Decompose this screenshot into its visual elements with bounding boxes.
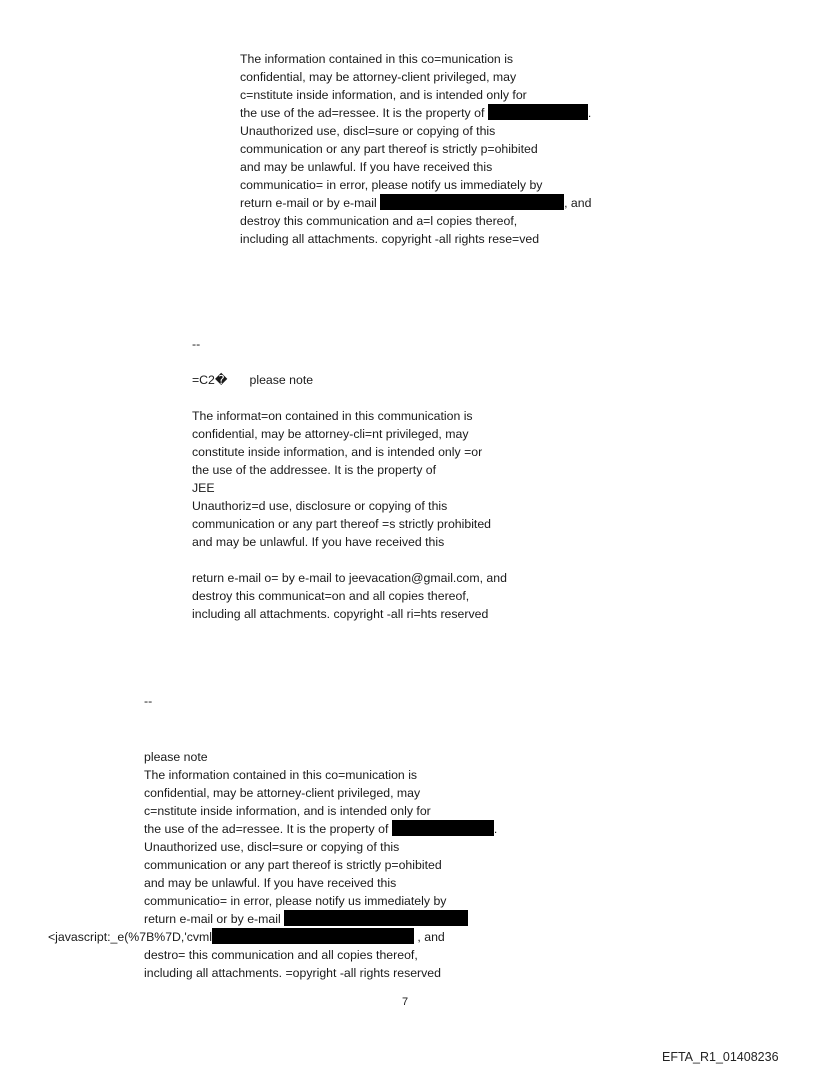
text-line: and may be unlawful. If you have received this — [192, 535, 445, 549]
text-line: JEE — [192, 481, 215, 495]
text-segment: , and — [564, 196, 592, 210]
text-line: destroy this communication and a=l copies thereof, — [240, 214, 518, 228]
text-line: including all attachments. =opyright -all rights reserved — [144, 966, 441, 980]
page-number: 7 — [402, 996, 409, 1008]
text-line: destro= this communication and all copies thereof, — [144, 948, 418, 962]
text-line: Unauthorized use, discl=sure or copying of this — [240, 124, 496, 138]
text-line: c=nstitute inside information, and is intended only for — [240, 88, 527, 102]
javascript-link: <javascript:_e(%7B%7D,'cvml — [48, 930, 212, 944]
text-line: c=nstitute inside information, and is intended only for — [144, 804, 431, 818]
text-line: destroy this communicat=on and all copies thereof, — [192, 589, 470, 603]
note-header — [192, 373, 313, 387]
text-line: communication or any part thereof is strictly p=ohibited — [144, 858, 442, 872]
redaction-box — [488, 104, 588, 120]
separator: -- — [144, 694, 153, 708]
text-line — [192, 551, 507, 569]
text-segment: return e-mail or by e-mail — [240, 196, 377, 210]
text-line: communication or any part thereof =s strictly prohibited — [192, 517, 492, 531]
text-line — [144, 910, 497, 928]
disclaimer-block-3-end — [144, 946, 441, 982]
text-line: return e-mail o= by e-mail to jeevacation@gmail.com, and — [192, 571, 507, 585]
redaction-box — [284, 910, 468, 926]
redaction-box — [212, 928, 414, 944]
text-line: confidential, may be attorney-client privileged, may — [240, 70, 517, 84]
text-line: Unauthoriz=d use, disclosure or copying of this — [192, 499, 448, 513]
text-line: The informat=on contained in this communication is — [192, 409, 473, 423]
text-line: confidential, may be attorney-client privileged, may — [144, 786, 421, 800]
encoded-char: =C2� — [192, 373, 228, 387]
text-segment: . — [493, 822, 498, 836]
text-line: communicatio= in error, please notify us immediately by — [144, 894, 447, 908]
text-line — [240, 104, 591, 122]
text-line: communication or any part thereof is strictly p=ohibited — [240, 142, 538, 156]
text-segment: , and — [417, 930, 445, 944]
redaction-box — [392, 820, 494, 836]
javascript-link-line — [48, 928, 445, 944]
disclaimer-block-1 — [240, 50, 591, 248]
text-segment: return e-mail or by e-mail — [144, 912, 281, 926]
text-line: the use of the addressee. It is the property of — [192, 463, 437, 477]
text-segment: . — [587, 106, 592, 120]
note-label: please note — [249, 373, 314, 387]
text-line: including all attachments. copyright -all rights rese=ved — [240, 232, 540, 246]
text-line: The information contained in this co=munication is — [144, 768, 418, 782]
text-line: and may be unlawful. If you have received this — [240, 160, 493, 174]
text-line: please note — [144, 750, 208, 764]
text-line: constitute inside information, and is intended only =or — [192, 445, 483, 459]
document-id: EFTA_R1_01408236 — [662, 1050, 779, 1064]
redaction-box — [380, 194, 564, 210]
text-line: The information contained in this co=munication is — [240, 52, 514, 66]
disclaimer-block-3 — [144, 748, 497, 928]
text-line: communicatio= in error, please notify us immediately by — [240, 178, 543, 192]
text-line — [144, 820, 497, 838]
text-line: Unauthorized use, discl=sure or copying of this — [144, 840, 400, 854]
separator: -- — [192, 337, 201, 351]
text-segment: the use of the ad=ressee. It is the property of — [240, 106, 485, 120]
disclaimer-block-2 — [192, 407, 507, 623]
text-segment: the use of the ad=ressee. It is the property of — [144, 822, 389, 836]
text-line: and may be unlawful. If you have received this — [144, 876, 397, 890]
text-line — [240, 194, 591, 212]
text-line: confidential, may be attorney-cli=nt privileged, may — [192, 427, 469, 441]
text-line: including all attachments. copyright -all ri=hts reserved — [192, 607, 489, 621]
